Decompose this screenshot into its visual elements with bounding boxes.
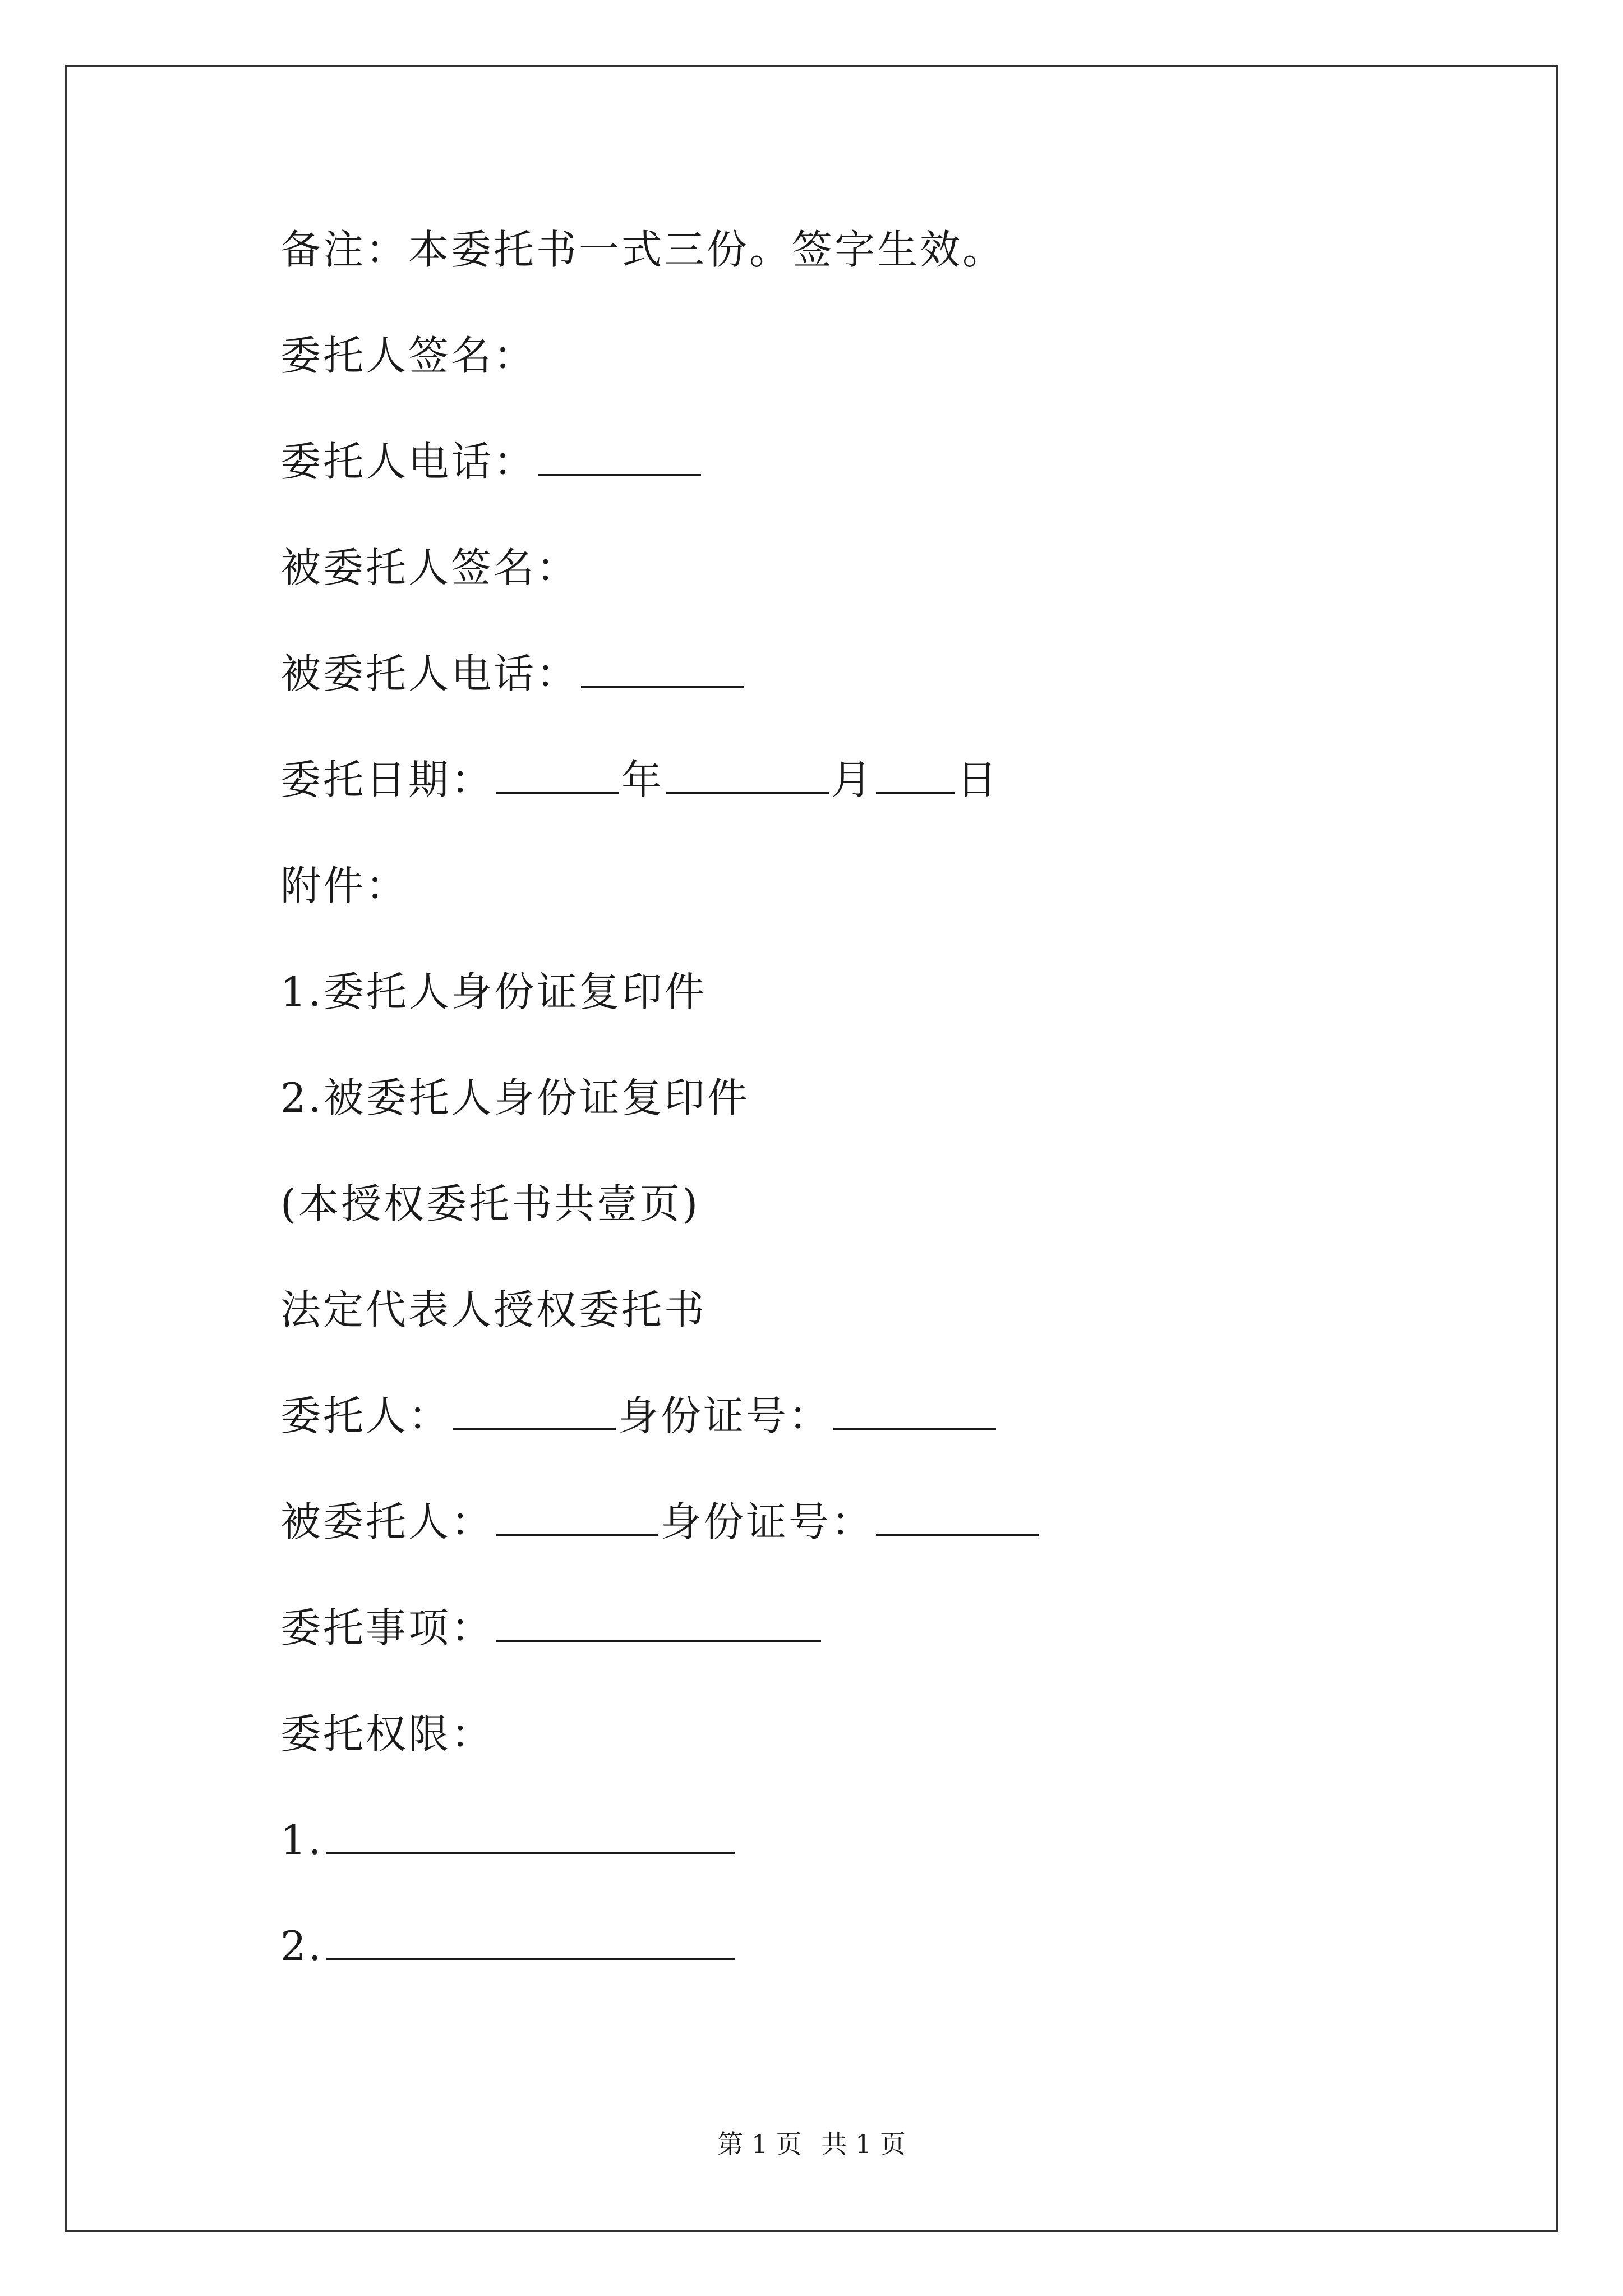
page-number-current: 第 1 页 — [717, 2129, 802, 2159]
agent-id-blank[interactable] — [876, 1499, 1039, 1536]
section-title: 法定代表人授权委托书 — [280, 1286, 707, 1333]
date-line — [280, 754, 1458, 861]
agent-label: 被委托人： — [280, 1498, 494, 1545]
attachment-item-1 — [280, 967, 1458, 1073]
attachments-label: 附件： — [280, 862, 409, 909]
agent-signature-line — [280, 542, 1458, 648]
page-note-text: (本授权委托书共壹页) — [280, 1180, 700, 1227]
document-body — [280, 224, 1458, 2027]
agent-signature-label: 被委托人签名： — [280, 544, 579, 591]
authority-item-2-blank[interactable] — [326, 1924, 735, 1960]
date-day-blank[interactable] — [876, 757, 955, 794]
agent-phone-line — [280, 648, 1458, 754]
principal-id-label: 身份证号： — [618, 1392, 832, 1439]
authority-item-1-number: 1. — [280, 1816, 324, 1864]
principal-signature-label: 委托人签名： — [280, 332, 537, 379]
principal-phone-line — [280, 436, 1458, 542]
authority-item-2 — [280, 1921, 1458, 2027]
agent-phone-label: 被委托人电话： — [280, 650, 579, 697]
authority-label: 委托权限： — [280, 1710, 494, 1757]
authority-item-1-blank[interactable] — [326, 1818, 735, 1854]
page-note-line — [280, 1179, 1458, 1285]
page-number-total: 共 1 页 — [821, 2129, 906, 2159]
principal-signature-line — [280, 330, 1458, 436]
attachments-line — [280, 861, 1458, 967]
matter-label: 委托事项： — [280, 1604, 494, 1651]
section-title-line — [280, 1285, 1458, 1391]
principal-phone-label: 委托人电话： — [280, 438, 537, 485]
principal-name-blank[interactable] — [453, 1393, 616, 1430]
principal-phone-blank[interactable] — [538, 439, 701, 476]
matter-line — [280, 1603, 1458, 1709]
date-month-blank[interactable] — [666, 757, 829, 794]
authority-item-1 — [280, 1815, 1458, 1921]
agent-name-blank[interactable] — [496, 1499, 658, 1536]
remark-text: 备注：本委托书一式三份。签字生效。 — [280, 226, 1006, 273]
date-month-label: 月 — [831, 756, 874, 803]
principal-line — [280, 1391, 1458, 1497]
attachment-item-2-text: 2.被委托人身份证复印件 — [280, 1074, 750, 1121]
authority-line — [280, 1709, 1458, 1815]
attachment-item-2 — [280, 1073, 1458, 1179]
attachment-item-1-text: 1.委托人身份证复印件 — [280, 968, 707, 1015]
principal-id-blank[interactable] — [833, 1393, 996, 1430]
agent-id-label: 身份证号： — [661, 1498, 874, 1545]
date-day-label: 日 — [957, 756, 1000, 803]
date-year-blank[interactable] — [496, 757, 619, 794]
page-footer — [0, 2127, 1623, 2161]
remark-line — [280, 224, 1458, 330]
date-year-label: 年 — [621, 756, 665, 803]
matter-blank[interactable] — [496, 1605, 821, 1642]
agent-line — [280, 1497, 1458, 1603]
principal-label: 委托人： — [280, 1392, 451, 1439]
authority-item-2-number: 2. — [280, 1922, 324, 1970]
agent-phone-blank[interactable] — [581, 651, 744, 688]
date-label: 委托日期： — [280, 756, 494, 803]
